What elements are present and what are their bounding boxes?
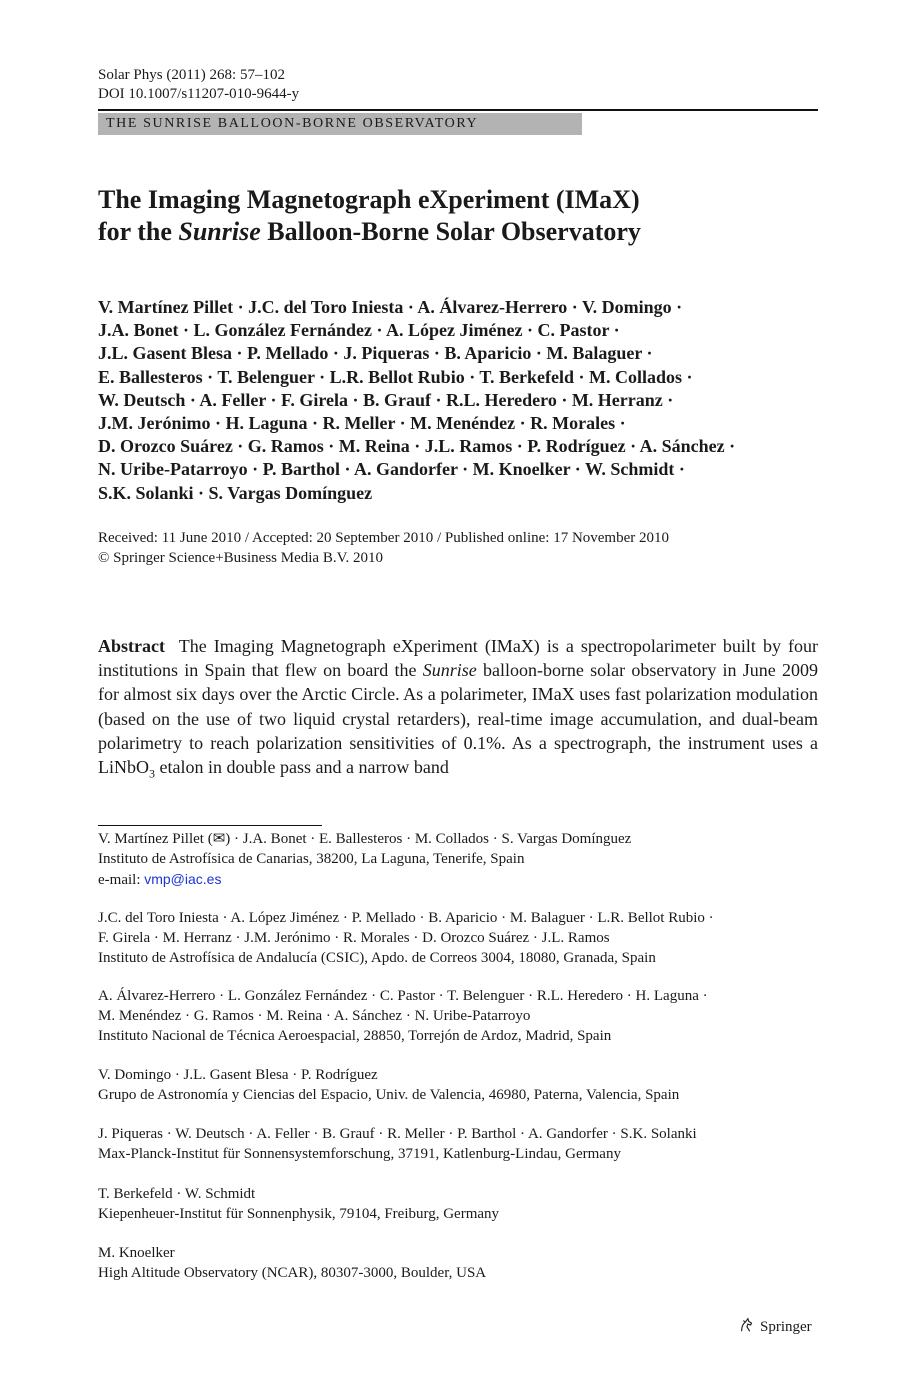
author-line: E. Ballesteros · T. Belenguer · L.R. Bellot Rubio · T. Berkefeld · M. Collados · bbox=[98, 366, 693, 387]
affiliation-block bbox=[98, 909, 818, 968]
affiliation-names: T. Berkefeld · W. Schmidt bbox=[98, 1186, 256, 1202]
author-list bbox=[98, 296, 818, 505]
author-line: J.L. Gasent Blesa · P. Mellado · J. Piqueras · B. Aparicio · M. Balaguer · bbox=[98, 343, 653, 364]
footnote-rule bbox=[98, 825, 322, 826]
affiliation-institute: Instituto de Astrofísica de Canarias, 38200, La Laguna, Tenerife, Spain bbox=[98, 850, 525, 867]
email-line: e-mail: vmp@iac.es bbox=[98, 870, 222, 888]
author-line: D. Orozco Suárez · G. Ramos · M. Reina · J.L. Ramos · P. Rodríguez · A. Sánchez · bbox=[98, 436, 736, 457]
affiliation-institute: Grupo de Astronomía y Ciencias del Espacio, Univ. de Valencia, 46980, Paterna, Valencia, Spain bbox=[98, 1086, 680, 1103]
affiliation-block bbox=[98, 830, 818, 890]
email-link[interactable]: vmp@iac.es bbox=[144, 870, 222, 887]
affiliation-names: V. Martínez Pillet (✉) · J.A. Bonet · E. Ballesteros · M. Collados · S. Vargas Domínguez bbox=[98, 831, 632, 847]
publisher-name: Springer bbox=[760, 1319, 812, 1335]
affiliation-block bbox=[98, 1244, 818, 1284]
header-rule bbox=[98, 109, 818, 111]
abstract-label: Abstract bbox=[98, 636, 165, 656]
publisher-logo bbox=[738, 1316, 812, 1339]
author-line: J.A. Bonet · L. González Fernández · A. López Jiménez · C. Pastor · bbox=[98, 320, 620, 341]
paper-title bbox=[98, 184, 818, 248]
affiliation-block bbox=[98, 1125, 818, 1165]
author-line: J.M. Jerónimo · H. Laguna · R. Meller · M. Menéndez · R. Morales · bbox=[98, 413, 626, 434]
affiliation-names: V. Domingo · J.L. Gasent Blesa · P. Rodríguez bbox=[98, 1067, 378, 1083]
affiliation-block bbox=[98, 1185, 818, 1225]
affiliation-institute: Instituto de Astrofísica de Andalucía (CSIC), Apdo. de Correos 3004, 18080, Granada, Spain bbox=[98, 949, 656, 966]
copyright-line: © Springer Science+Business Media B.V. 2010 bbox=[98, 549, 383, 566]
affiliation-names: A. Álvarez-Herrero · L. González Fernández · C. Pastor · T. Belenguer · R.L. Heredero · H. Laguna · bbox=[98, 988, 708, 1004]
section-banner: THE SUNRISE BALLOON-BORNE OBSERVATORY bbox=[98, 113, 582, 135]
title-line-2: for the Sunrise Balloon-Borne Solar Observatory bbox=[98, 217, 641, 246]
doi-line: DOI 10.1007/s11207-010-9644-y bbox=[98, 86, 300, 102]
affiliation-institute: Kiepenheuer-Institut für Sonnenphysik, 79104, Freiburg, Germany bbox=[98, 1205, 500, 1222]
affiliation-names: M. Menéndez · G. Ramos · M. Reina · A. Sánchez · N. Uribe-Patarroyo bbox=[98, 1007, 531, 1024]
title-line-1: The Imaging Magnetograph eXperiment (IMaX) bbox=[98, 185, 640, 214]
affiliation-institute: Max-Planck-Institut für Sonnensystemforschung, 37191, Katlenburg-Lindau, Germany bbox=[98, 1145, 621, 1162]
received-line: Received: 11 June 2010 / Accepted: 20 September 2010 / Published online: 17 November 2010 bbox=[98, 530, 670, 546]
affiliation-names: F. Girela · M. Herranz · J.M. Jerónimo · R. Morales · D. Orozco Suárez · J.L. Ramos bbox=[98, 929, 610, 946]
abstract: Abstract The Imaging Magnetograph eXperiment (IMaX) is a spectropolarimeter built by four institutions in Spain that flew on board the Sunrise balloon-borne solar observatory in June 2009 for almost six days over the Arctic Circle. As a polarimeter, IMaX uses fast polarization modulation (based on the use of two liquid crystal retarders), real-time image accumulation, and dual-beam polarimetry to reach polarization sensitivities of 0.1%. As a spectrograph, the instrument uses a LiNbO$_3$ etalon in double pass and a narrow band bbox=[98, 636, 818, 781]
journal-citation bbox=[98, 66, 299, 104]
author-line: W. Deutsch · A. Feller · F. Girela · B. Grauf · R.L. Heredero · M. Herranz · bbox=[98, 389, 674, 410]
affiliation-names: M. Knoelker bbox=[98, 1245, 175, 1261]
publication-dates bbox=[98, 529, 669, 568]
author-line: N. Uribe-Patarroyo · P. Barthol · A. Gandorfer · M. Knoelker · W. Schmidt · bbox=[98, 459, 685, 480]
title-sunrise: Sunrise bbox=[178, 217, 261, 246]
affiliation-names: J. Piqueras · W. Deutsch · A. Feller · B. Grauf · R. Meller · P. Barthol · A. Gandorfer · S.K. Solanki bbox=[98, 1126, 697, 1142]
author-line: V. Martínez Pillet · J.C. del Toro Iniesta · A. Álvarez-Herrero · V. Domingo · bbox=[98, 297, 683, 317]
journal-line: Solar Phys (2011) 268: 57–102 bbox=[98, 67, 285, 83]
affiliation-institute: Instituto Nacional de Técnica Aeroespacial, 28850, Torrejón de Ardoz, Madrid, Spain bbox=[98, 1027, 612, 1044]
affiliation-names: J.C. del Toro Iniesta · A. López Jiménez · P. Mellado · B. Aparicio · M. Balaguer · L.R. Bellot Rubio · bbox=[98, 910, 714, 926]
affiliation-block bbox=[98, 1066, 818, 1106]
author-line: S.K. Solanki · S. Vargas Domínguez bbox=[98, 482, 373, 503]
affiliation-institute: High Altitude Observatory (NCAR), 80307-3000, Boulder, USA bbox=[98, 1264, 487, 1281]
springer-horse-icon bbox=[738, 1316, 756, 1339]
affiliation-block bbox=[98, 987, 818, 1046]
